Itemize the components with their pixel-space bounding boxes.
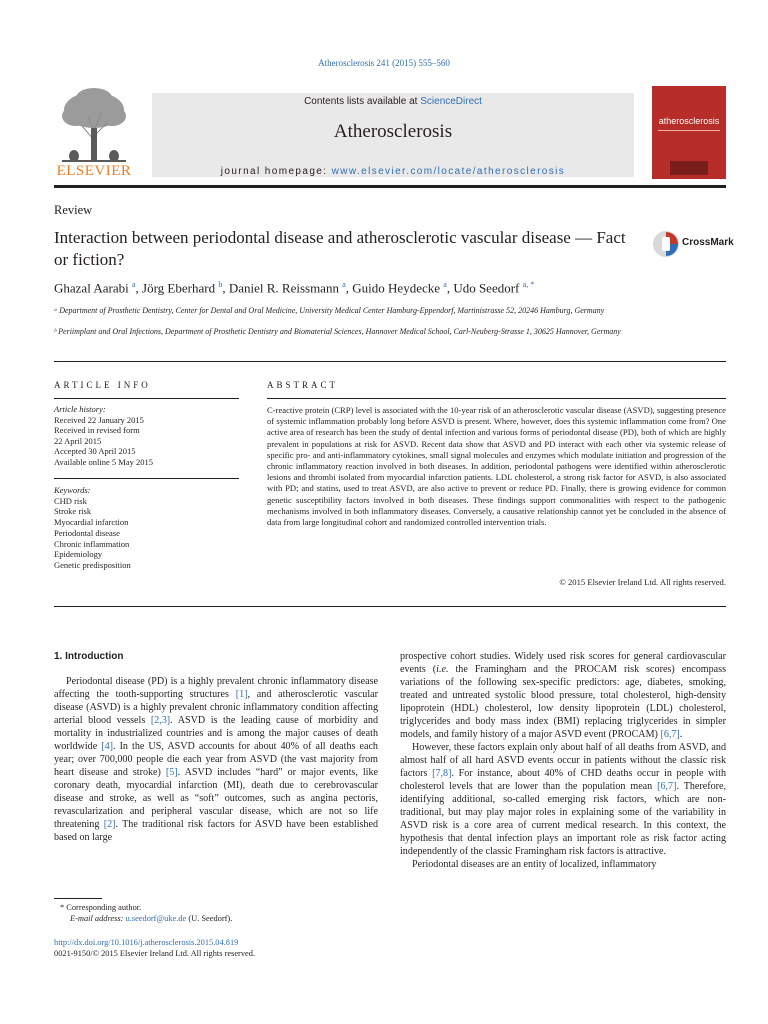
citation-link[interactable]: [7,8] (432, 768, 452, 779)
body-paragraph: prospective cohort studies. Widely used risk scores for general cardiovascular events (i.e. the Framingham and the PROCAM risk scores) encompass variations of the following sex-specific predictors: age, diabetes, smoking, treated and untreated systolic blood pressure, total cholesterol, high-density lipoprotein (HDL) cholesterol, low density lipoprotein (LDL) cholesterol, triglycerides and body mass index (BMI) replacing triglycerides in simpler models, and family history of a major ASVD event (PROCAM) [6,7]. (400, 651, 727, 740)
article-type: Review (54, 203, 93, 217)
citation-link[interactable]: [2,3] (150, 715, 171, 726)
citation-link[interactable]: [4] (101, 741, 113, 752)
issn-line: 0021-9150/© 2015 Elsevier Ireland Ltd. All rights reserved. (54, 949, 256, 958)
citation-link[interactable]: [5] (165, 767, 178, 778)
contents-prefix: Contents lists available at (304, 96, 421, 107)
history-item: Received 22 January 2015 (54, 414, 144, 425)
email-link[interactable]: u.seedorf@uke.de (125, 914, 187, 923)
abstract-heading: ABSTRACT (267, 380, 339, 390)
author-affiliation-mark[interactable]: b (218, 280, 223, 289)
citation-link[interactable]: [1] (235, 689, 248, 700)
divider (267, 398, 726, 399)
crossmark-badge[interactable] (652, 229, 732, 259)
keywords (54, 485, 244, 571)
keyword: Epidemiology (54, 549, 103, 560)
keyword: Myocardial infarction (54, 517, 129, 528)
author-name[interactable]: Jörg Eberhard (142, 280, 216, 296)
author-name[interactable]: Udo Seedorf (453, 280, 520, 296)
citation-link[interactable]: [6,7] (660, 729, 680, 740)
body-paragraph: Periodontal diseases are an entity of localized, inflammatory (412, 859, 657, 870)
elsevier-wordmark: ELSEVIER (56, 163, 132, 179)
doi-block (54, 937, 255, 959)
cover-title: atherosclerosis (658, 116, 720, 126)
author-affiliation-mark[interactable]: a (342, 280, 346, 289)
citation-link[interactable]: [2] (103, 819, 116, 830)
tree-icon (54, 86, 134, 164)
footnote-rule (54, 898, 102, 899)
contents-line (152, 96, 634, 107)
citation-link[interactable]: [6,7] (657, 781, 677, 792)
author-affiliation-mark[interactable]: a (443, 280, 447, 289)
email-label: E-mail address: (70, 914, 126, 923)
crossmark-icon (652, 229, 680, 259)
journal-title: Atherosclerosis (333, 121, 453, 142)
keyword: Chronic inflammation (54, 538, 130, 549)
history-item: Received in revised form (54, 425, 140, 435)
email-suffix: (U. Seedorf). (186, 914, 233, 923)
keyword: Periodontal disease (54, 527, 120, 538)
history-item: Available online 5 May 2015 (54, 456, 153, 467)
paper-title: Interaction between periodontal disease and atherosclerotic vascular disease — Fact or fiction? (54, 228, 626, 269)
section-heading: 1. Introduction (54, 651, 124, 662)
crossmark-label: CrossMark (682, 237, 734, 248)
abstract-copyright: © 2015 Elsevier Ireland Ltd. All rights reserved. (559, 577, 726, 587)
corresponding-author-note: * Corresponding author. (60, 903, 142, 912)
article-info-heading: ARTICLE INFO (54, 380, 151, 390)
keyword: Genetic predisposition (54, 559, 131, 570)
running-head[interactable]: Atherosclerosis 241 (2015) 555–560 (318, 58, 450, 68)
journal-cover[interactable] (652, 86, 726, 179)
author-name[interactable]: Daniel R. Reissmann (228, 280, 339, 296)
author-list: Ghazal Aarabi $^a$, Jörg Eberhard $^b$, Daniel R. Reissmann $^a$, Guido Heydecke $^a$, Udo Seedorf $^{a, *}$ (54, 280, 535, 296)
author-affiliation-mark[interactable]: a (131, 280, 136, 289)
footnote (54, 902, 374, 924)
history-label: Article history: (54, 404, 106, 414)
article-history (54, 404, 244, 467)
author-name[interactable]: Guido Heydecke (352, 280, 440, 296)
divider (54, 478, 239, 479)
header-rule (54, 185, 726, 188)
body-column-left (54, 650, 378, 844)
body-paragraph: Periodontal disease (PD) is a highly prevalent chronic inflammatory disease affecting the tooth-supporting structures [1], and atherosclerotic vascular disease (ASVD) is a highly prevalent chronic inflammatory condition affecting arterial blood vessels [2,3]. ASVD is the leading cause of morbidity and mortality in industrialized countries and is among the major causes of death worldwide [4]. In the US, ASVD accounts for about 40% of all deaths each year; over 700,000 people die each year from ASVD (the vast majority from heart disease and stroke) [5]. ASVD includes “hard” or major events, like coronary death, myocardial infarction (MI), death due to cerebrovascular disease and stroke, as well as “soft” outcomes, such as angina pectoris, revascularization and peripheral vascular disease, which are not so life threatening [2]. The traditional risk factors for ASVD have been established based on large (54, 676, 379, 843)
history-item: Accepted 30 April 2015 (54, 446, 136, 456)
cover-image (670, 161, 708, 175)
body-column-right (400, 650, 726, 871)
author-name[interactable]: Ghazal Aarabi (54, 280, 129, 296)
divider (54, 606, 726, 607)
author-affiliation-mark[interactable]: a, * (522, 280, 535, 289)
affiliation-a: ᵃ Department of Prosthetic Dentistry, Center for Dental and Oral Medicine, University Medical Center Hamburg-Eppendorf, Martinistrasse 52, 20246 Hamburg, Germany (54, 306, 605, 315)
keyword: CHD risk (54, 495, 87, 506)
keywords-label: Keywords: (54, 485, 91, 495)
elsevier-logo[interactable] (54, 86, 134, 182)
sciencedirect-link[interactable]: ScienceDirect (420, 96, 482, 107)
divider (54, 361, 726, 362)
body-paragraph: However, these factors explain only about half of all deaths from ASVD, and almost half of all hard ASVD events occur in patients without the classic risk factors [7,8]. For instance, about 40% of CHD deaths occur in people with cholesterol levels that are lower than the population mean [6,7]. Therefore, identifying additional, so-called emerging risk factors, which are non-traditional, but may play major roles in explaining some of the variability in ASVD risk is a core area of current medical research. In this context, the hypothesis that dental infection plays an important role as risk factor acting independently of the classic Framingham risk factors is attractive. (400, 742, 726, 857)
homepage-prefix: journal homepage: (220, 166, 332, 177)
divider (54, 398, 239, 399)
affiliation-b: ᵇ Periimplant and Oral Infections, Department of Prosthetic Dentistry and Biomaterial Sciences, Hannover Medical School, Carl-Neuberg-Strasse 1, 30625 Hannover, Germany (54, 327, 621, 336)
abstract-text: C-reactive protein (CRP) level is associated with the 10-year risk of an atherosclerotic vascular disease (ASVD), suggesting presence of systemic inflammation probably long before ASVD is present. Where, however, does this systemic inflammation come from? One active area of research has been the study of dental infection and various forms of periodontal disease (PD), both of which are highly prevalent in populations at risk for ASVD. Recent data show that ASVD and PD interact with each other via systemic release of specific pro- and anti-inflammatory cytokines, small signal molecules and enzymes which modulate initiation and progression of the chronic inflammatory reaction involved in both diseases. In addition, periodontal pathogens were identified within atherosclerotic lesions and thrombi isolated from myocardial infarction patients. LDL cholesterol, a strong risk factor for ASVD, is also associated with PD; and statins, used to treat ASVD, are also active to prevent or reduce PD. Finally, there is growing evidence for common genetic susceptibility factors involved in both diseases. These findings support commonalities with respect to the pathogenic mechanisms involved in both inflammatory diseases. Conversely, a causative relationship cannot yet be concluded in the absence of data from large longitudinal cohort and randomized controlled intervention trials. (267, 405, 726, 528)
doi-link[interactable]: http://dx.doi.org/10.1016/j.atherosclerosis.2015.04.819 (54, 938, 239, 947)
history-item: 22 April 2015 (54, 435, 102, 446)
keyword: Stroke risk (54, 506, 92, 517)
cover-stripe (658, 130, 720, 131)
homepage-link[interactable]: www.elsevier.com/locate/atherosclerosis (331, 166, 566, 177)
journal-homepage (152, 166, 634, 177)
